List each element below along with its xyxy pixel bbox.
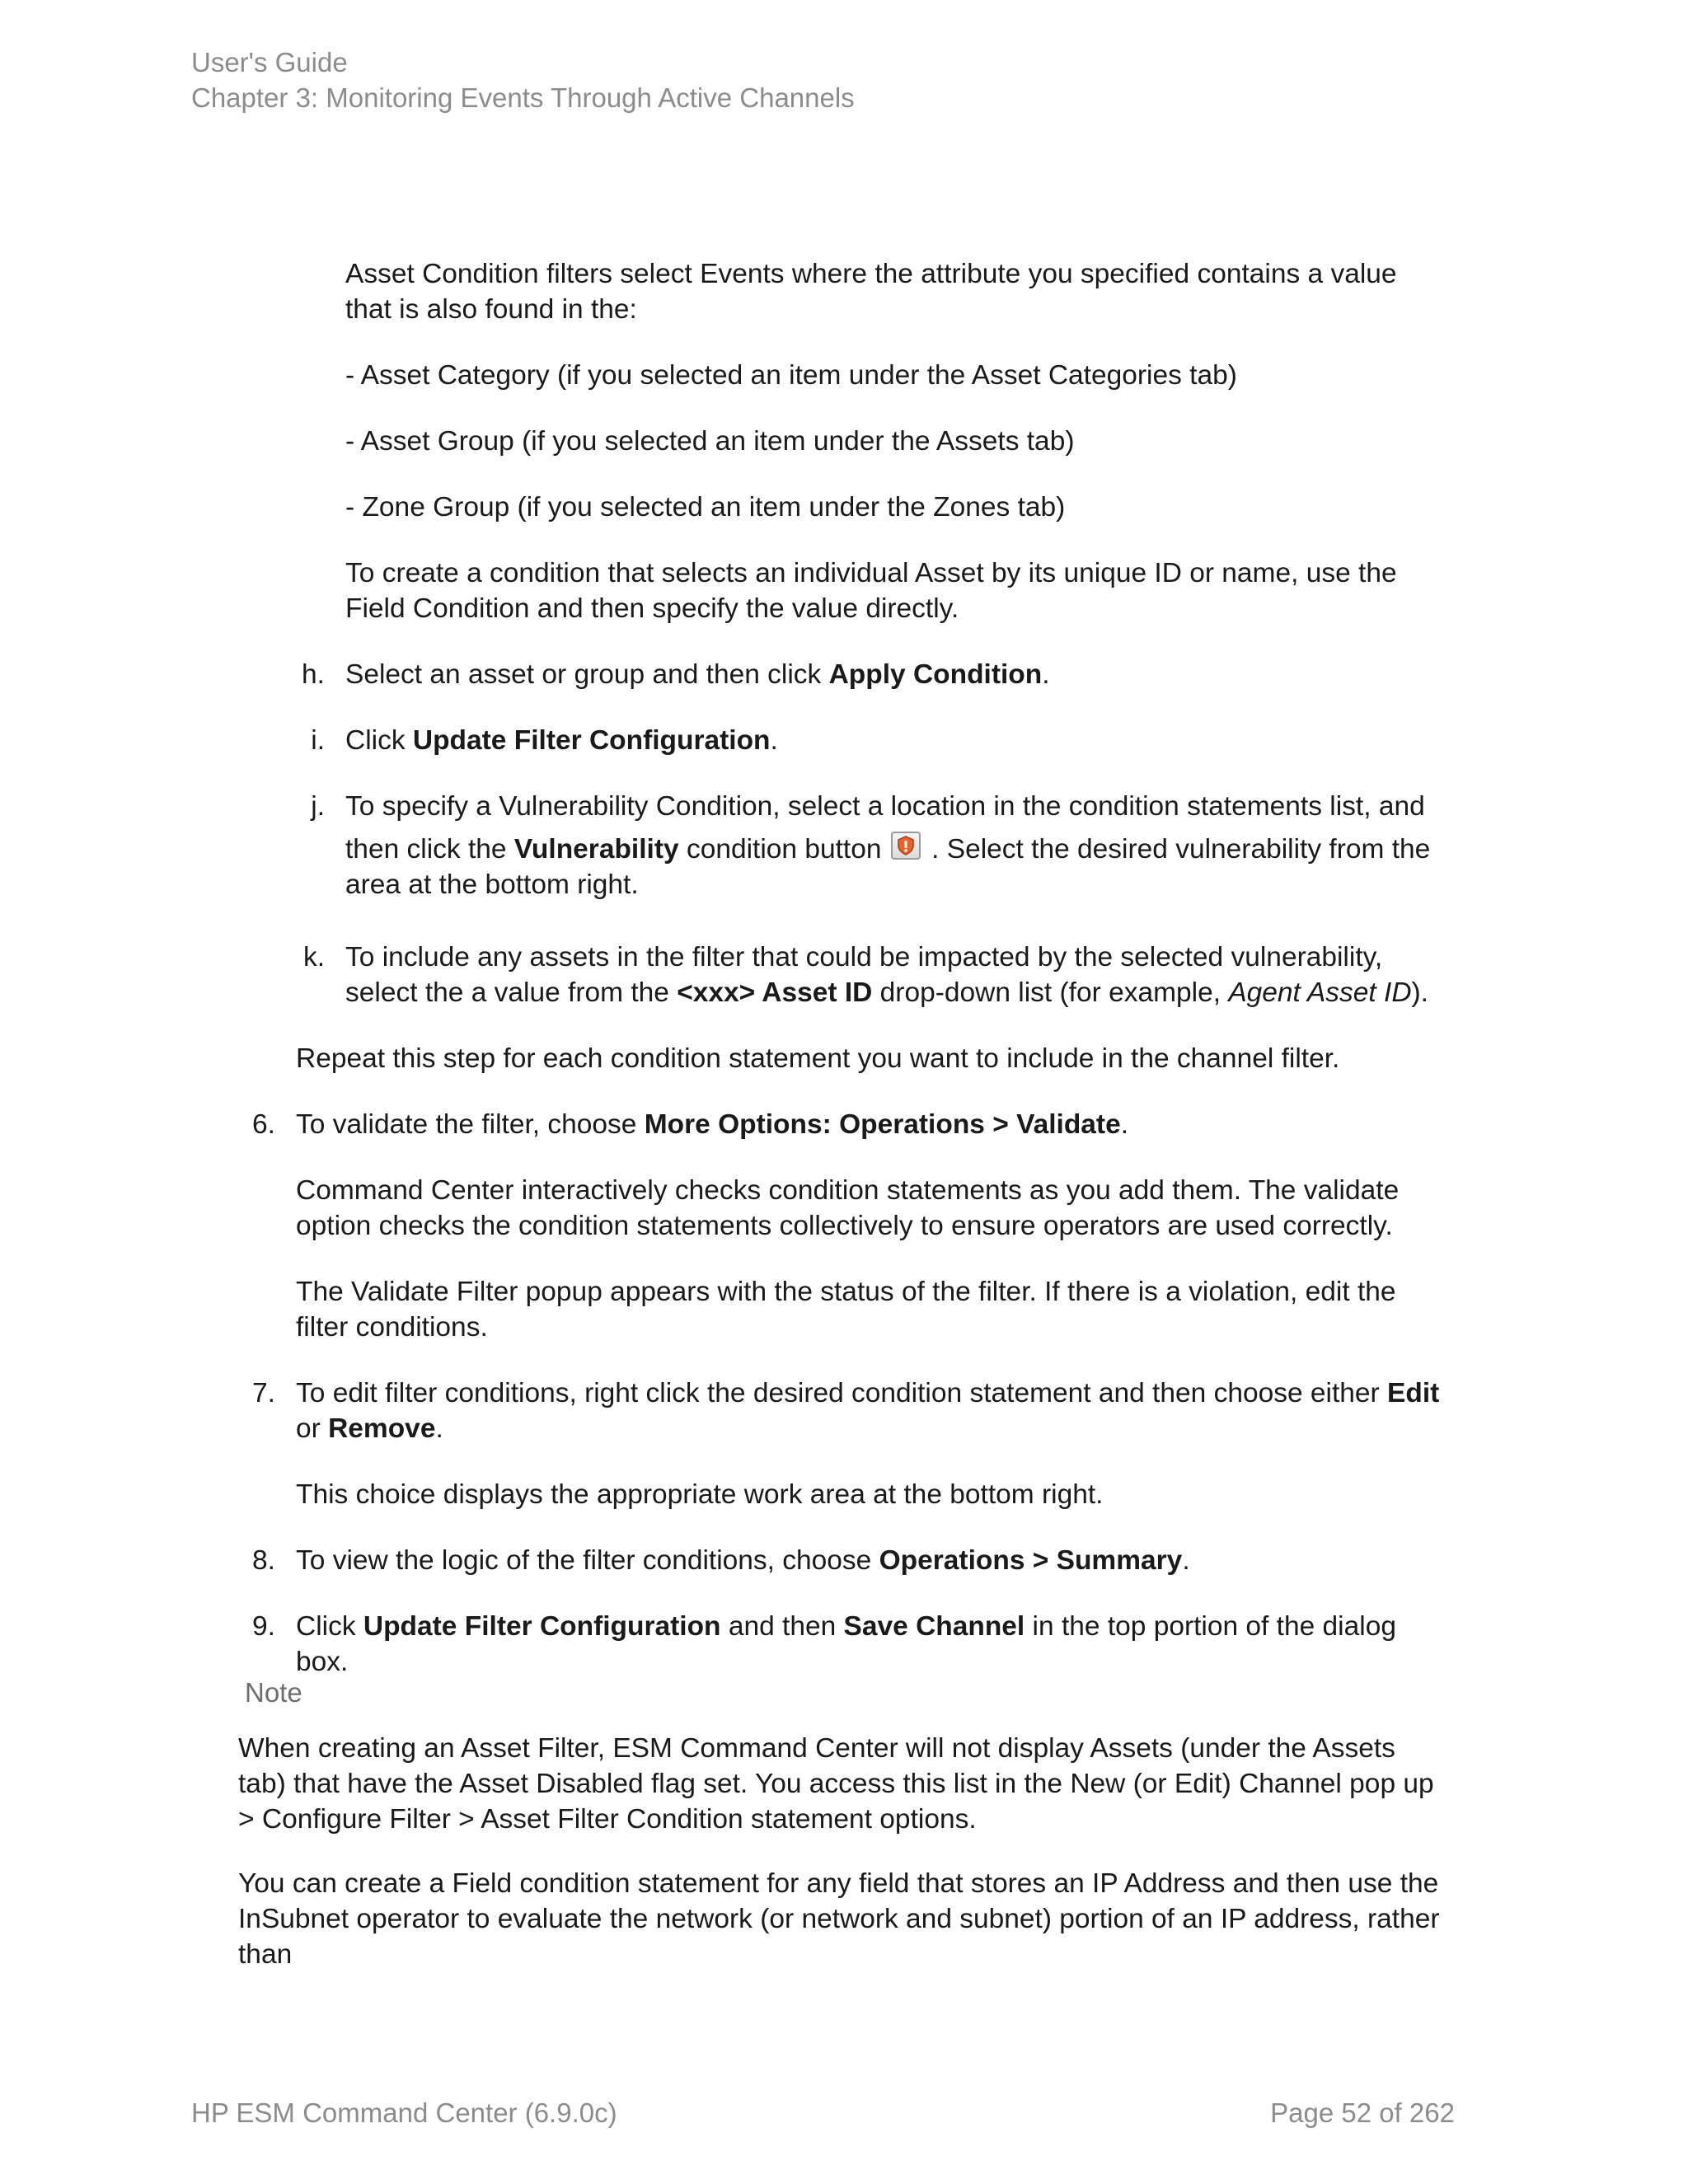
step-k-text: To include any assets in the filter that could be impacted by the selected vulnerability, select the a value from the <xxx> Asset ID drop-down list (for example, Agent Asset ID).: [345, 942, 1428, 1008]
step-6-label: 6.: [252, 1109, 275, 1140]
step-7-paragraph: This choice displays the appropriate work area at the bottom right.: [296, 1479, 1104, 1510]
field-condition-paragraph: To create a condition that selects an individual Asset by its unique ID or name, use the Field Condition and then specify the value directly.: [345, 558, 1397, 624]
edit-term: Edit: [1387, 1378, 1440, 1408]
step-7-label: 7.: [252, 1378, 275, 1408]
step-7-text: To edit filter conditions, right click the desired condition statement and then choose either Edit or Remove.: [296, 1378, 1440, 1444]
step-8-label: 8.: [252, 1545, 275, 1576]
step-j-text: To specify a Vulnerability Condition, select a location in the condition statements list, and then click the Vulnerability condition button . Select the desired vulnerability from the area at the bottom right.: [345, 791, 1431, 900]
running-header-chapter: Chapter 3: Monitoring Events Through Active Channels: [191, 82, 855, 113]
bullet-asset-category: - Asset Category (if you selected an item under the Asset Categories tab): [345, 360, 1237, 391]
step-9-label: 9.: [252, 1611, 275, 1642]
agent-asset-id-example: Agent Asset ID: [1228, 977, 1412, 1008]
step-i-text: Click Update Filter Configuration.: [345, 725, 778, 756]
summary-menu-path: Operations > Summary: [879, 1545, 1183, 1576]
footer-product: HP ESM Command Center (6.9.0c): [191, 2097, 617, 2128]
remove-term: Remove: [328, 1413, 436, 1444]
note-label: Note: [245, 1677, 302, 1708]
step-8-text: To view the logic of the filter conditions, choose Operations > Summary.: [296, 1545, 1190, 1576]
vulnerability-icon: [891, 832, 921, 860]
update-filter-configuration-term: Update Filter Configuration: [363, 1611, 721, 1642]
validate-menu-path: More Options: Operations > Validate: [644, 1109, 1121, 1140]
repeat-step-paragraph: Repeat this step for each condition statement you want to include in the channel filter.: [296, 1043, 1340, 1074]
step-6-text: To validate the filter, choose More Options: Operations > Validate.: [296, 1109, 1129, 1140]
step-k-label: k.: [302, 942, 325, 972]
step-6-paragraph-1: Command Center interactively checks condition statements as you add them. The validate option checks the condition statements collectively to ensure operators are used correctly.: [296, 1175, 1400, 1241]
asset-id-dropdown-term: <xxx> Asset ID: [677, 977, 873, 1008]
step-h-text: Select an asset or group and then click Apply Condition.: [345, 659, 1050, 690]
step-h-label: h.: [302, 659, 325, 690]
bullet-asset-group: - Asset Group (if you selected an item under the Assets tab): [345, 426, 1075, 457]
bullet-zone-group: - Zone Group (if you selected an item under the Zones tab): [345, 492, 1066, 523]
vulnerability-term: Vulnerability: [513, 834, 679, 865]
step-i-label: i.: [311, 725, 325, 756]
note-paragraph-1: When creating an Asset Filter, ESM Command Center will not display Assets (under the Assets tab) that have the Asset Disabled flag set. You access this list in the New (or Edit) Channel pop up > Configure Filter > Asset Filter Condition statement options.: [238, 1733, 1434, 1835]
step-9-text: Click Update Filter Configuration and then Save Channel in the top portion of the dialog box.: [296, 1611, 1396, 1677]
update-filter-configuration-term: Update Filter Configuration: [412, 725, 771, 756]
footer-page-number: Page 52 of 262: [1270, 2097, 1455, 2128]
note-paragraph-2: You can create a Field condition statement for any field that stores an IP Address and then use the InSubnet operator to evaluate the network (or network and subnet) portion of an IP address, rather than: [238, 1868, 1440, 1970]
asset-condition-intro: Asset Condition filters select Events where the attribute you specified contains a value that is also found in the:: [345, 259, 1397, 325]
step-6-paragraph-2: The Validate Filter popup appears with the status of the filter. If there is a violation, edit the filter conditions.: [296, 1277, 1396, 1343]
running-header-title: User's Guide: [191, 47, 348, 77]
save-channel-term: Save Channel: [843, 1611, 1025, 1642]
apply-condition-term: Apply Condition: [828, 659, 1043, 690]
step-j-label: j.: [311, 791, 325, 822]
